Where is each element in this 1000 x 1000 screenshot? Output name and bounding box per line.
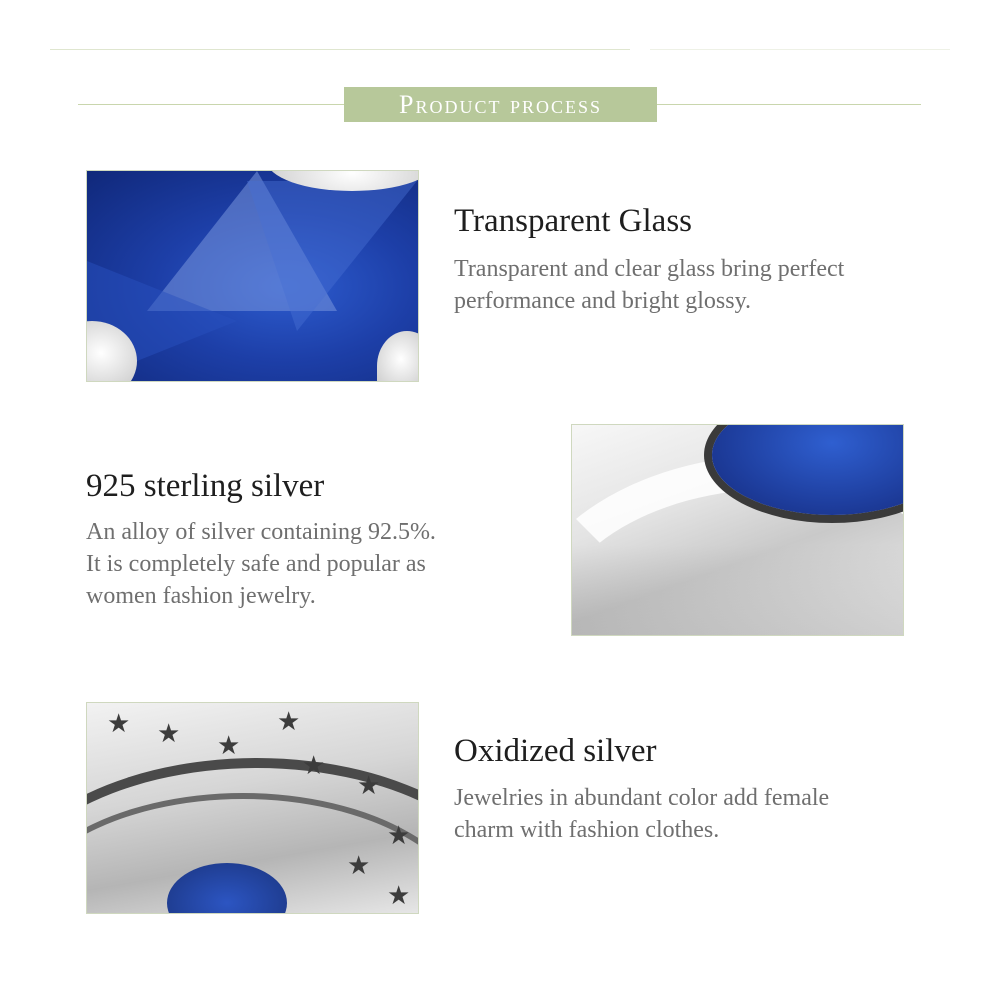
feature-title-glass: Transparent Glass <box>454 203 693 239</box>
feature-title-oxidized: Oxidized silver <box>454 733 657 769</box>
feature-desc-line: Jewelries in abundant color add female <box>454 785 830 811</box>
feature-desc-line: Transparent and clear glass bring perfect <box>454 256 845 282</box>
header-rule-left <box>78 104 344 105</box>
feature-desc-line: It is completely safe and popular as <box>86 551 426 577</box>
feature-title-silver: 925 sterling silver <box>86 468 325 504</box>
feature-desc-line: performance and bright glossy. <box>454 288 752 314</box>
transparent-glass-photo <box>86 170 419 382</box>
top-divider-right <box>650 49 950 50</box>
feature-desc-oxidized <box>454 782 829 846</box>
header-rule-right <box>657 104 921 105</box>
feature-desc-glass <box>454 253 844 317</box>
section-header <box>344 87 657 122</box>
top-divider <box>50 49 630 50</box>
section-header-label: Product process <box>398 89 602 119</box>
feature-desc-silver <box>86 516 436 612</box>
feature-desc-line: An alloy of silver containing 92.5%. <box>86 519 436 545</box>
feature-desc-line: charm with fashion clothes. <box>454 817 720 843</box>
sterling-silver-photo <box>571 424 904 636</box>
oxidized-silver-photo: ★ ★ ★ ★ ★ ★ ★ ★ ★ <box>86 702 419 914</box>
feature-desc-line: women fashion jewelry. <box>86 583 316 609</box>
